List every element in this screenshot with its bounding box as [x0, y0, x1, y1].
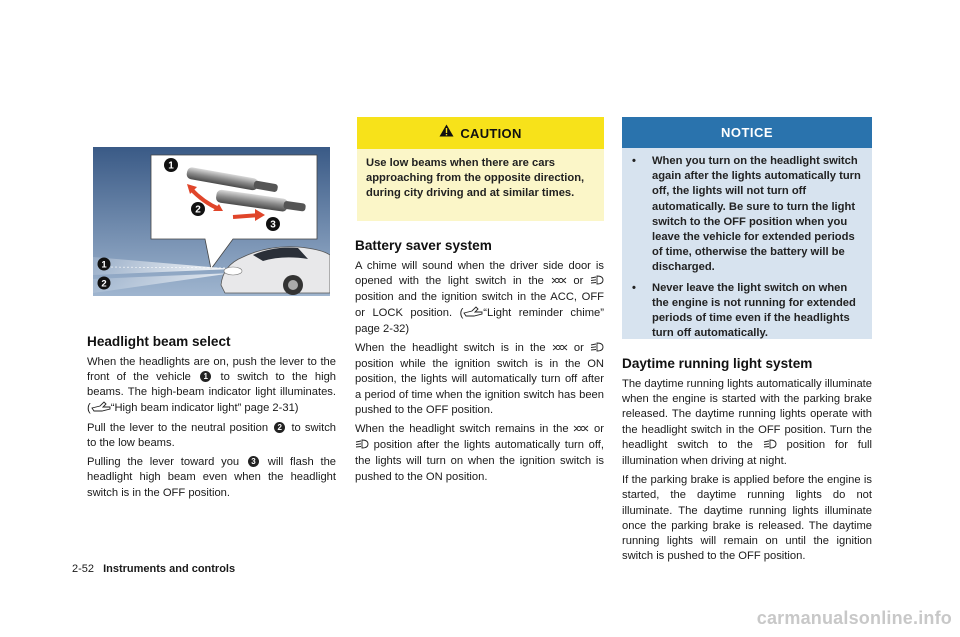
svg-text:3: 3 [270, 219, 276, 231]
caution-title: CAUTION [460, 125, 522, 141]
paragraph-auto-off: When the headlight switch is in the or position while the ignition switch is in the ON position, the lights will automatically turn off after a period of time when the ignition switch has been pushed to the OFF position. [355, 342, 604, 416]
notice-box [622, 117, 872, 339]
paragraph-drl-parking-brake: If the parking brake is applied before the engine is started, the daytime running lights do not illuminate. The daytime running lights illuminate once the parking brake is released. The daytime running lights will remain on until the ignition switch is pushed to the OFF position. [622, 474, 872, 563]
beam-marker-2 [98, 277, 111, 290]
beam-marker-1 [98, 258, 111, 271]
paragraph-auto-on: When the headlight switch remains in the or position after the lights automatically turn off, the lights will turn on when the ignition switch is pushed to the ON position. [355, 423, 604, 483]
column-middle [355, 238, 604, 485]
callout-ref-3: 3 [248, 456, 259, 467]
headlight-icon [355, 439, 369, 454]
paragraph-high-beam: When the headlights are on, push the lever to the front of the vehicle 1 to switch to the high beams. The high-beam indicator light illuminates. ( “High beam indicator light” page 2-31) [87, 355, 336, 417]
notice-item: • Never leave the light switch on when the engine is not running for extended periods of time even if the headlights turn off automatically. [632, 281, 856, 340]
paragraph-drl-operation: The daytime running lights automatically illuminate when the engine is started with the parking brake released. The daytime running lights operate with the headlight switch in the OFF position. Turn the headlight switch to the position for full illumination when driving at night. [622, 378, 873, 468]
parking-light-icon [551, 275, 567, 290]
svg-text:1: 1 [101, 259, 107, 271]
heading-headlight-beam-select: Headlight beam select [87, 334, 231, 349]
headlight-icon [590, 275, 604, 290]
section-title: Instruments and controls [103, 563, 236, 575]
column-right [622, 356, 872, 564]
headlight-lever-illustration [93, 147, 330, 296]
svg-text:1: 1 [168, 160, 174, 172]
svg-text:2: 2 [101, 278, 107, 290]
parking-light-icon [552, 342, 568, 357]
callout-3 [266, 217, 280, 231]
page-footer [72, 563, 235, 575]
notice-item: • When you turn on the headlight switch again after the lights automatically turn off, the lights will not turn off automatically. Be sure to turn the light switch to the OFF position when you leave the vehicle for extended periods of time, otherwise the battery will be discharged. [632, 155, 861, 274]
notice-header [622, 117, 872, 148]
reference-hand-icon [463, 306, 483, 322]
paragraph-low-beam: Pull the lever to the neutral position 2 to switch to the low beams. [87, 421, 337, 450]
callout-1 [164, 158, 178, 172]
headlight-icon [763, 439, 777, 454]
heading-daytime-running-light: Daytime running light system [622, 356, 813, 371]
page-number: 2-52 [72, 563, 95, 575]
callout-2 [191, 202, 205, 216]
notice-title: NOTICE [720, 125, 774, 140]
callout-ref-2: 2 [274, 422, 285, 433]
callout-ref-1: 1 [200, 371, 211, 382]
notice-list [622, 148, 872, 341]
watermark: carmanualsonline.info [756, 608, 952, 628]
column-left [87, 334, 336, 501]
headlight-figure [93, 147, 330, 296]
reference-hand-icon [91, 401, 111, 417]
paragraph-chime: A chime will sound when the driver side door is opened with the light switch in the or position and the ignition switch in the ACC, OFF or LOCK position. ( “Light reminder chime” page 2-32) [355, 260, 604, 335]
caution-header [357, 117, 604, 149]
parking-light-icon [573, 423, 589, 438]
paragraph-flash: Pulling the lever toward you 3 will flash the headlight high beam even when the headlight switch is in the OFF position. [87, 456, 337, 499]
caution-box [357, 117, 604, 221]
warning-triangle-icon [439, 124, 454, 142]
caution-body: Use low beams when there are cars approaching from the opposite direction, during city driving and at similar times. [366, 157, 585, 200]
headlight-icon [590, 342, 604, 357]
svg-text:2: 2 [195, 204, 201, 216]
heading-battery-saver: Battery saver system [355, 238, 492, 253]
